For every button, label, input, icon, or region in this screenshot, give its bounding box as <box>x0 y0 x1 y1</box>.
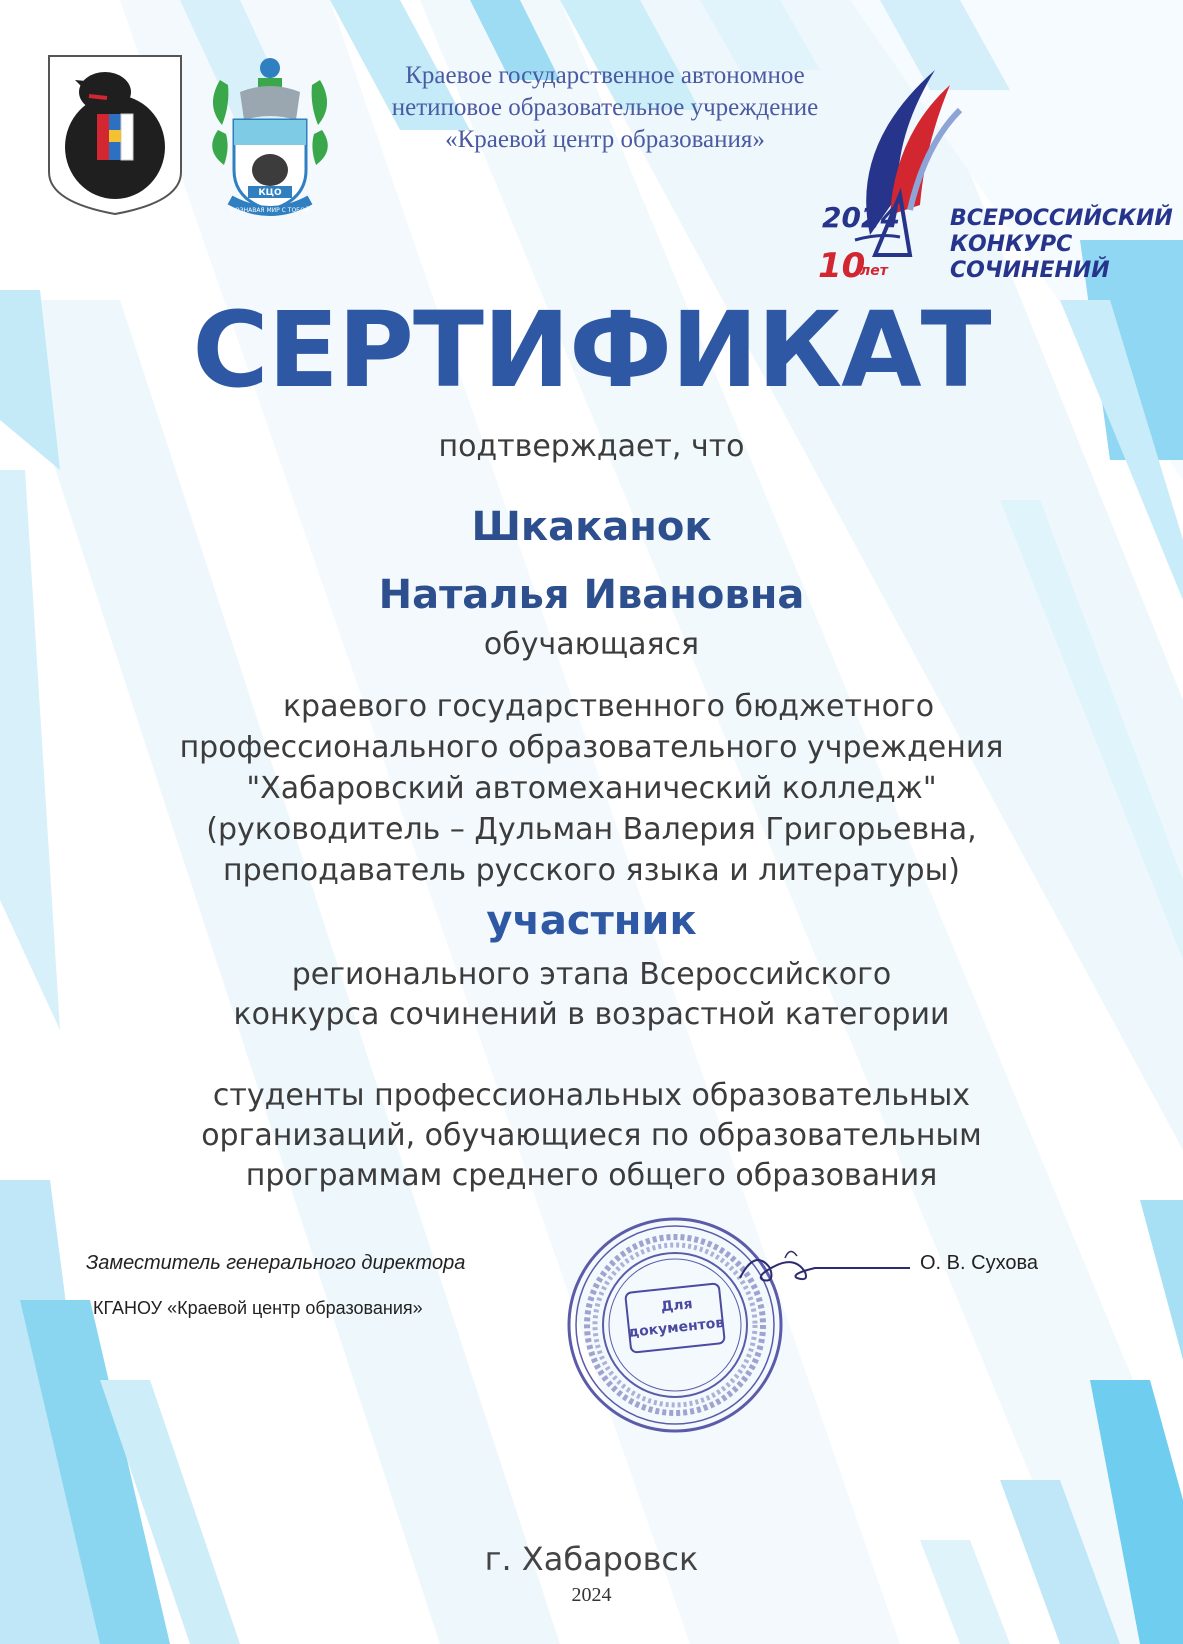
recipient-surname: Шкаканок <box>471 504 712 550</box>
signatory-position: Заместитель генерального директора <box>86 1252 466 1274</box>
contest-name-line-3: СОЧИНЕНИЙ <box>950 258 1110 283</box>
issue-year: 2024 <box>571 1584 612 1606</box>
handwritten-signature <box>735 1238 915 1308</box>
kco-abbr: КЦО <box>258 188 282 198</box>
signatory-organization: КГАНОУ «Краевой центр образования» <box>93 1298 423 1318</box>
issuer-line-3: «Краевой центр образования» <box>445 126 765 153</box>
supervisor-line-1: (руководитель – Дульман Валерия Григорьевна, <box>206 812 977 847</box>
participant-status: участник <box>486 898 697 944</box>
signatory-name: О. В. Сухова <box>920 1252 1038 1274</box>
stage-block <box>0 955 1183 1035</box>
stamp-center-line-2: документов <box>627 1314 725 1341</box>
institution-line-1: краевого государственного бюджетного <box>282 689 935 724</box>
recipient-given-names: Наталья Ивановна <box>378 572 805 618</box>
issue-city: г. Хабаровск <box>484 1540 699 1578</box>
category-line-2: организаций, обучающиеся по образовательным <box>201 1118 982 1153</box>
contest-year: 2024 <box>822 201 900 234</box>
stamp-center-line-1: Для <box>660 1296 694 1316</box>
category-line-1: студенты профессиональных образовательных <box>212 1078 971 1113</box>
recipient-role: обучающаяся <box>483 627 700 662</box>
institution-line-2: профессионального образовательного учреждения <box>179 730 1004 765</box>
supervisor-line-2: преподаватель русского языка и литературы) <box>223 853 960 888</box>
kco-emblem-logo <box>200 50 340 220</box>
region-coat-of-arms-logo <box>45 52 185 217</box>
issuer-organization-header <box>340 60 870 156</box>
institution-block <box>0 686 1183 891</box>
contest-name-line-1: ВСЕРОССИЙСКИЙ <box>950 206 1173 231</box>
issuer-line-2: нетиповое образовательное учреждение <box>391 94 819 121</box>
stage-line-2: конкурса сочинений в возрастной категории <box>233 997 950 1032</box>
certificate-title: СЕРТИФИКАТ <box>192 289 991 411</box>
kco-motto: ПОЗНАВАЯ МИР С ТОБОЙ <box>230 207 310 214</box>
contest-anniversary-number: 10 <box>818 246 866 286</box>
stage-line-1: регионального этапа Всероссийского <box>291 957 892 992</box>
confirms-text: подтверждает, что <box>438 429 745 464</box>
issuer-line-1: Краевое государственное автономное <box>405 62 805 89</box>
age-category-block <box>0 1076 1183 1196</box>
institution-line-3: "Хабаровский автомеханический колледж" <box>246 771 937 806</box>
contest-name-line-2: КОНКУРС <box>950 232 1073 257</box>
contest-anniversary-suffix: лет <box>860 263 888 279</box>
contest-logo <box>818 65 1173 295</box>
category-line-3: программам среднего общего образования <box>245 1158 938 1193</box>
